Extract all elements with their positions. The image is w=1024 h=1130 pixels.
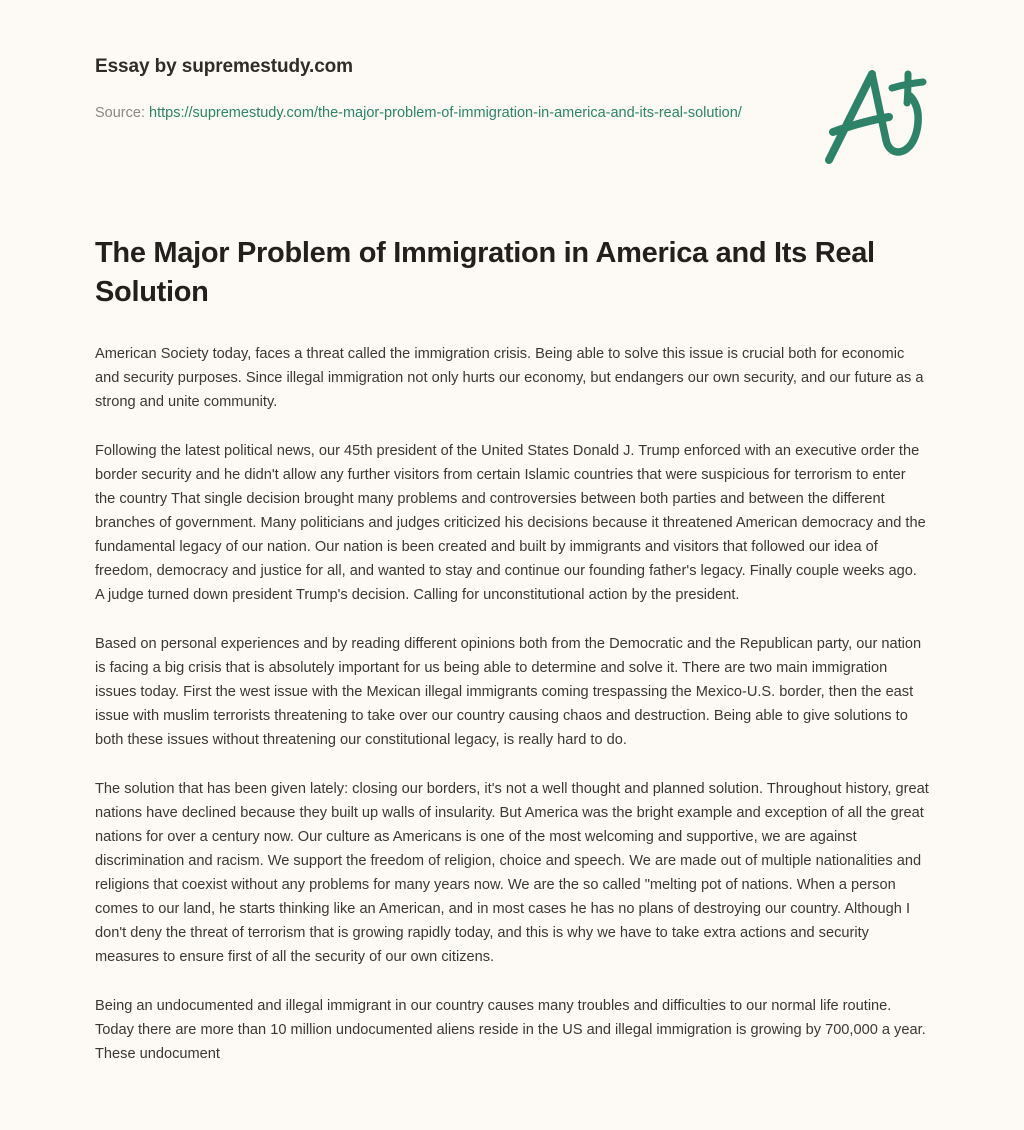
a-plus-logo-icon [822, 62, 932, 167]
source-label: Source: [95, 104, 145, 121]
page-header [0, 0, 1024, 150]
paragraph: American Society today, faces a threat called the immigration crisis. Being able to solve this issue is crucial both for economic and security purposes. Since illegal immigration not only hurts our economy, but endangers our own security, and our future as a strong and unite community. [95, 346, 924, 410]
source-url-link[interactable]: https://supremestudy.com/the-major-problem-of-immigration-in-america-and-its-real-solution/ [149, 104, 742, 121]
byline: Essay by supremestudy.com [95, 56, 353, 77]
paragraph: Based on personal experiences and by reading different opinions both from the Democratic and the Republican party, our nation is facing a big crisis that is absolutely important for us being able to determine and solve it. There are two main immigration issues today. First the west issue with the Mexican illegal immigrants coming trespassing the Mexico-U.S. border, then the east issue with muslim terrorists threatening to take over our country causing chaos and destruction. Being able to give solutions to both these issues without threatening our constitutional legacy, is really hard to do. [95, 636, 922, 748]
page-title: The Major Problem of Immigration in America and Its Real Solution [95, 237, 875, 308]
paragraph: Following the latest political news, our 45th president of the United States Donald J. Trump enforced with an executive order the border security and he didn't allow any further visitors from certain Islamic countries that were suspicious for terrorism to enter the country That single decision brought many problems and controversies between both parties and between the different branches of government. Many politicians and judges criticized his decisions because it threatened American democracy and the fundamental legacy of our nation. Our nation is been created and built by immigrants and visitors that followed our idea of freedom, democracy and justice for all, and wanted to stay and continue our founding father's legacy. Finally couple weeks ago. A judge turned down president Trump's decision. Calling for unconstitutional action by the president. [95, 443, 926, 603]
article-body [95, 342, 929, 1066]
paragraph: Being an undocumented and illegal immigrant in our country causes many troubles and difficulties to our normal life routine. Today there are more than 10 million undocumented aliens reside in the US and illegal immigration is growing by 700,000 a year. These undocument [95, 998, 926, 1062]
source-line [95, 101, 795, 126]
article [0, 234, 1024, 1066]
paragraph: The solution that has been given lately: closing our borders, it's not a well thought and planned solution. Throughout history, great nations have declined because they built up walls of insularity. But America was the bright example and exception of all the great nations for over a century now. Our culture as Americans is one of the most welcoming and supportive, we are against discrimination and racism. We support the freedom of religion, choice and speech. We are made out of multiple nationalities and religions that coexist without any problems for many years now. We are the so called "melting pot of nations. When a person comes to our land, he starts thinking like an American, and in most cases he has no plans of destroying our country. Although I don't deny the threat of terrorism that is growing rapidly today, and this is why we have to take extra actions and security measures to ensure first of all the security of our own citizens. [95, 781, 929, 965]
